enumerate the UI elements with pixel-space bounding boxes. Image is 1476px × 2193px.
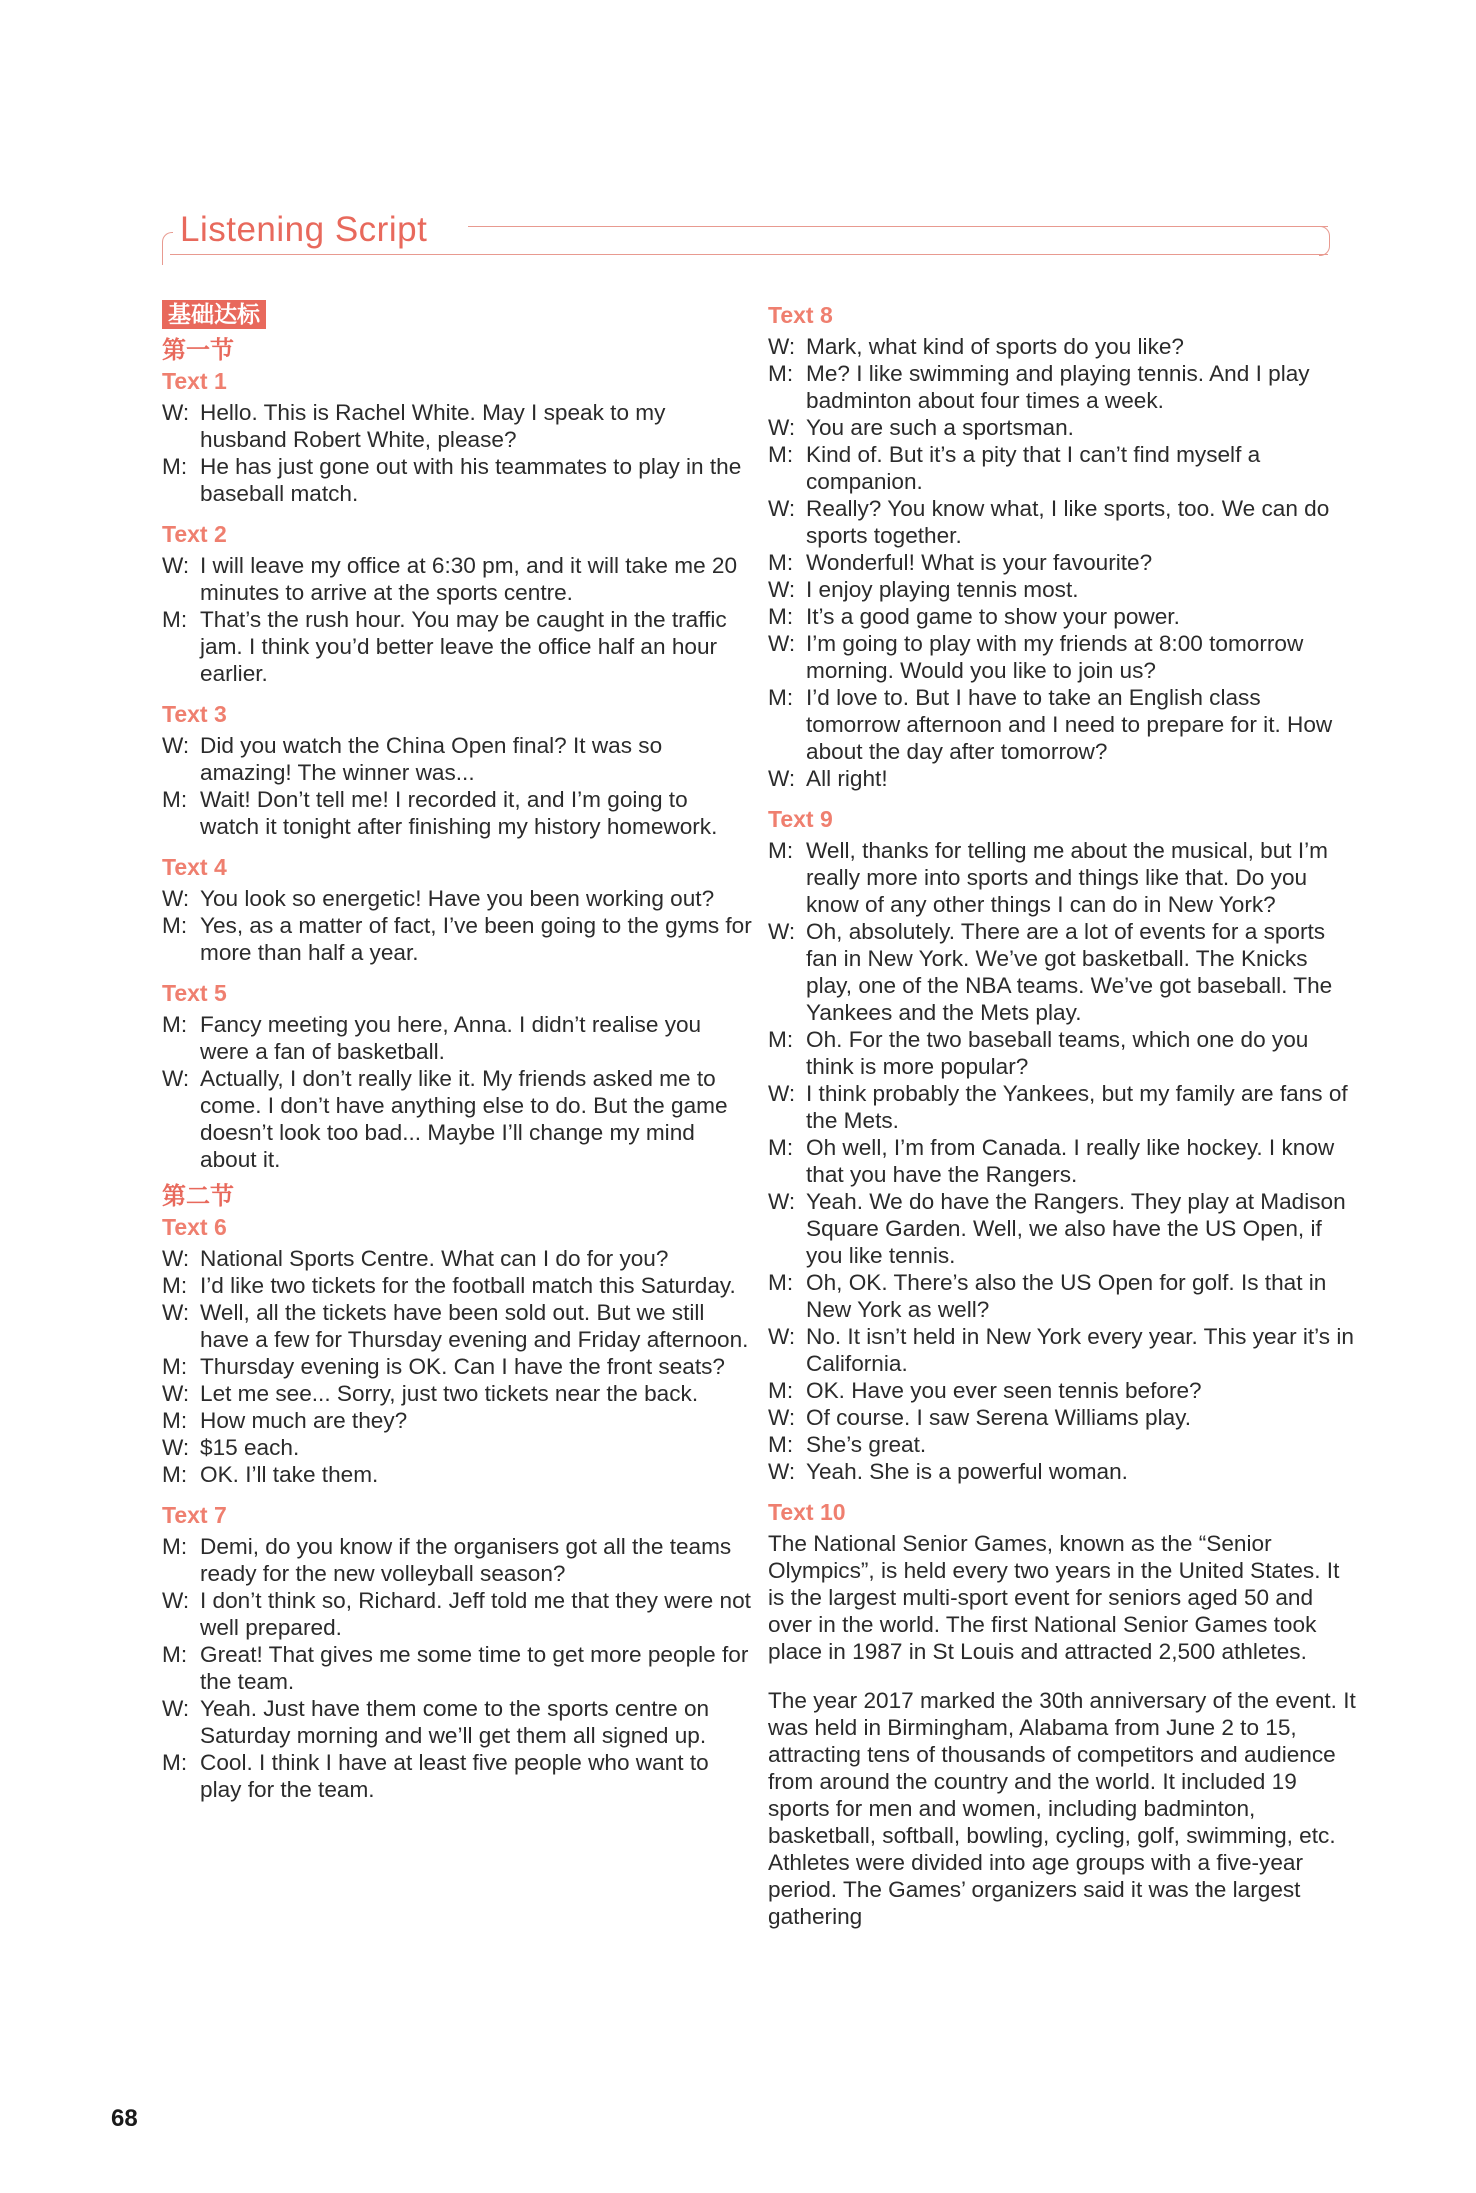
dialogue-text: Oh, OK. There’s also the US Open for golf. Is that in New York as well? bbox=[806, 1270, 1327, 1322]
speaker-label: W: bbox=[768, 919, 796, 944]
dialogue-text: Well, thanks for telling me about the musical, but I’m really more into sports and things like that. Do you know of any other things I can do in New York? bbox=[806, 838, 1328, 917]
page-title: Listening Script bbox=[180, 210, 428, 249]
speaker-label: M: bbox=[162, 607, 188, 632]
text-heading: Text 9 bbox=[768, 806, 833, 832]
speaker-label: W: bbox=[162, 886, 190, 911]
level-badge: 基础达标 bbox=[162, 300, 266, 329]
dialogue-text: Oh well, I’m from Canada. I really like hockey. I know that you have the Rangers. bbox=[806, 1135, 1335, 1187]
dialogue-text: How much are they? bbox=[200, 1408, 408, 1433]
dialogue-line bbox=[162, 732, 752, 786]
speaker-label: M: bbox=[768, 1432, 794, 1457]
header-decoration-hook bbox=[162, 232, 173, 265]
speaker-label: W: bbox=[768, 577, 796, 602]
dialogue-line bbox=[162, 1380, 752, 1407]
header-rule-top bbox=[468, 226, 1328, 227]
dialogue-line bbox=[768, 414, 1358, 441]
dialogue-line bbox=[768, 1377, 1358, 1404]
dialogue-line bbox=[768, 576, 1358, 603]
dialogue-text: Did you watch the China Open final? It was so amazing! The winner was... bbox=[200, 733, 663, 785]
dialogue-line bbox=[768, 630, 1358, 684]
speaker-label: M: bbox=[162, 1273, 188, 1298]
dialogue-line bbox=[162, 1695, 752, 1749]
section-2-texts bbox=[162, 1214, 752, 1803]
dialogue-text: Oh, absolutely. There are a lot of events for a sports fan in New York. We’ve got basketball. The Knicks play, one of the NBA teams. We’ve got baseball. The Yankees and the Mets play. bbox=[806, 919, 1333, 1025]
speaker-label: W: bbox=[162, 1066, 190, 1091]
dialogue-text: Yeah. Just have them come to the sports centre on Saturday morning and we’ll get them all signed up. bbox=[200, 1696, 710, 1748]
dialogue-line bbox=[768, 684, 1358, 765]
dialogue-text: Mark, what kind of sports do you like? bbox=[806, 334, 1184, 359]
section-1-texts bbox=[162, 368, 752, 1173]
dialogue-line bbox=[162, 1533, 752, 1587]
text-heading: Text 8 bbox=[768, 302, 833, 328]
speaker-label: W: bbox=[768, 1324, 796, 1349]
dialogue-line bbox=[768, 1431, 1358, 1458]
dialogue-line bbox=[162, 399, 752, 453]
dialogue-line bbox=[768, 1134, 1358, 1188]
section-heading-1: 第一节 bbox=[162, 337, 234, 364]
speaker-label: M: bbox=[768, 604, 794, 629]
speaker-label: W: bbox=[768, 631, 796, 656]
speaker-label: W: bbox=[768, 766, 796, 791]
speaker-label: M: bbox=[768, 1135, 794, 1160]
text-10-paragraph-1: The National Senior Games, known as the “Senior Olympics”, is held every two years in the United States. It is the largest multi-sport event for seniors aged 50 and over in the world. The first National Senior Games took place in 1987 in St Louis and attracted 2,500 athletes. bbox=[768, 1531, 1340, 1664]
dialogue-text: OK. I’ll take them. bbox=[200, 1462, 379, 1487]
dialogue-line bbox=[768, 360, 1358, 414]
dialogue-line bbox=[768, 333, 1358, 360]
dialogue-text: I’d like two tickets for the football match this Saturday. bbox=[200, 1273, 736, 1298]
speaker-label: M: bbox=[768, 685, 794, 710]
dialogue-text: Well, all the tickets have been sold out. But we still have a few for Thursday evening and Friday afternoon. bbox=[200, 1300, 749, 1352]
speaker-label: M: bbox=[768, 1270, 794, 1295]
speaker-label: M: bbox=[768, 1027, 794, 1052]
dialogue-text: She’s great. bbox=[806, 1432, 927, 1457]
speaker-label: W: bbox=[162, 1696, 190, 1721]
speaker-label: W: bbox=[162, 553, 190, 578]
speaker-label: W: bbox=[162, 1246, 190, 1271]
dialogue-text: He has just gone out with his teammates to play in the baseball match. bbox=[200, 454, 742, 506]
dialogue-text: Really? You know what, I like sports, too. We can do sports together. bbox=[806, 496, 1330, 548]
dialogue-line bbox=[162, 453, 752, 507]
dialogue-text: Oh. For the two baseball teams, which one do you think is more popular? bbox=[806, 1027, 1309, 1079]
speaker-label: M: bbox=[162, 1462, 188, 1487]
dialogue-line bbox=[162, 1749, 752, 1803]
dialogue-line bbox=[162, 1407, 752, 1434]
right-dialogue-texts bbox=[768, 302, 1358, 1485]
speaker-label: M: bbox=[162, 787, 188, 812]
dialogue-text: Yeah. We do have the Rangers. They play at Madison Square Garden. Well, we also have the US Open, if you like tennis. bbox=[806, 1189, 1346, 1268]
dialogue-line bbox=[768, 918, 1358, 1026]
speaker-label: W: bbox=[162, 1435, 190, 1460]
speaker-label: M: bbox=[768, 838, 794, 863]
dialogue-line bbox=[768, 837, 1358, 918]
text-10-heading: Text 10 bbox=[768, 1499, 846, 1525]
page-number: 68 bbox=[111, 2105, 138, 2132]
dialogue-text: OK. Have you ever seen tennis before? bbox=[806, 1378, 1202, 1403]
text-heading: Text 6 bbox=[162, 1214, 227, 1240]
speaker-label: W: bbox=[768, 496, 796, 521]
text-heading: Text 7 bbox=[162, 1502, 227, 1528]
speaker-label: W: bbox=[768, 1405, 796, 1430]
dialogue-line bbox=[162, 786, 752, 840]
section-heading-2: 第二节 bbox=[162, 1183, 234, 1210]
dialogue-text: Yeah. She is a powerful woman. bbox=[806, 1459, 1128, 1484]
dialogue-line bbox=[768, 495, 1358, 549]
dialogue-line bbox=[162, 1461, 752, 1488]
dialogue-line bbox=[768, 1080, 1358, 1134]
dialogue-line bbox=[768, 1269, 1358, 1323]
dialogue-line bbox=[162, 1299, 752, 1353]
speaker-label: M: bbox=[162, 1408, 188, 1433]
dialogue-text: $15 each. bbox=[200, 1435, 300, 1460]
dialogue-text: No. It isn’t held in New York every year. This year it’s in California. bbox=[806, 1324, 1354, 1376]
dialogue-line bbox=[768, 603, 1358, 630]
speaker-label: M: bbox=[768, 550, 794, 575]
dialogue-text: Cool. I think I have at least five people who want to play for the team. bbox=[200, 1750, 709, 1802]
speaker-label: W: bbox=[768, 415, 796, 440]
dialogue-text: I don’t think so, Richard. Jeff told me that they were not well prepared. bbox=[200, 1588, 751, 1640]
dialogue-text: Kind of. But it’s a pity that I can’t find myself a companion. bbox=[806, 442, 1261, 494]
dialogue-line bbox=[162, 1065, 752, 1173]
speaker-label: W: bbox=[768, 1189, 796, 1214]
dialogue-line bbox=[162, 1353, 752, 1380]
speaker-label: M: bbox=[162, 1750, 188, 1775]
dialogue-line bbox=[768, 549, 1358, 576]
header-decoration-cap bbox=[1319, 226, 1330, 256]
dialogue-line bbox=[768, 1458, 1358, 1485]
dialogue-line bbox=[162, 1641, 752, 1695]
header-rule-bottom bbox=[170, 254, 1328, 255]
dialogue-line bbox=[768, 1404, 1358, 1431]
dialogue-text: Wonderful! What is your favourite? bbox=[806, 550, 1153, 575]
text-heading: Text 3 bbox=[162, 701, 227, 727]
dialogue-text: Me? I like swimming and playing tennis. And I play badminton about four times a week. bbox=[806, 361, 1310, 413]
dialogue-line bbox=[162, 1272, 752, 1299]
dialogue-text: Yes, as a matter of fact, I’ve been going to the gyms for more than half a year. bbox=[200, 913, 752, 965]
speaker-label: M: bbox=[162, 1354, 188, 1379]
dialogue-text: All right! bbox=[806, 766, 888, 791]
speaker-label: W: bbox=[768, 1081, 796, 1106]
right-column bbox=[768, 300, 1358, 1952]
dialogue-text: You are such a sportsman. bbox=[806, 415, 1074, 440]
speaker-label: W: bbox=[162, 1381, 190, 1406]
dialogue-text: Demi, do you know if the organisers got all the teams ready for the new volleyball season? bbox=[200, 1534, 732, 1586]
speaker-label: W: bbox=[162, 400, 190, 425]
dialogue-text: Great! That gives me some time to get more people for the team. bbox=[200, 1642, 749, 1694]
dialogue-text: Let me see... Sorry, just two tickets near the back. bbox=[200, 1381, 699, 1406]
dialogue-text: Thursday evening is OK. Can I have the front seats? bbox=[200, 1354, 725, 1379]
speaker-label: M: bbox=[162, 1642, 188, 1667]
dialogue-line bbox=[162, 552, 752, 606]
dialogue-line bbox=[768, 765, 1358, 792]
dialogue-line bbox=[162, 606, 752, 687]
dialogue-line bbox=[162, 1434, 752, 1461]
dialogue-text: Hello. This is Rachel White. May I speak to my husband Robert White, please? bbox=[200, 400, 666, 452]
dialogue-text: You look so energetic! Have you been working out? bbox=[200, 886, 715, 911]
speaker-label: W: bbox=[162, 1300, 190, 1325]
dialogue-line bbox=[768, 1026, 1358, 1080]
dialogue-text: It’s a good game to show your power. bbox=[806, 604, 1180, 629]
text-heading: Text 2 bbox=[162, 521, 227, 547]
dialogue-text: Fancy meeting you here, Anna. I didn’t realise you were a fan of basketball. bbox=[200, 1012, 702, 1064]
dialogue-line bbox=[768, 441, 1358, 495]
section-header bbox=[158, 196, 1338, 276]
text-heading: Text 5 bbox=[162, 980, 227, 1006]
speaker-label: W: bbox=[768, 334, 796, 359]
speaker-label: M: bbox=[162, 454, 188, 479]
dialogue-text: I’d love to. But I have to take an English class tomorrow afternoon and I need to prepare for it. How about the day after tomorrow? bbox=[806, 685, 1333, 764]
dialogue-text: I think probably the Yankees, but my family are fans of the Mets. bbox=[806, 1081, 1348, 1133]
speaker-label: M: bbox=[162, 1534, 188, 1559]
dialogue-line bbox=[162, 1587, 752, 1641]
dialogue-line bbox=[768, 1323, 1358, 1377]
dialogue-text: I will leave my office at 6:30 pm, and it will take me 20 minutes to arrive at the sports centre. bbox=[200, 553, 738, 605]
speaker-label: M: bbox=[768, 442, 794, 467]
dialogue-line bbox=[162, 1011, 752, 1065]
dialogue-text: I’m going to play with my friends at 8:00 tomorrow morning. Would you like to join us? bbox=[806, 631, 1304, 683]
dialogue-text: Actually, I don’t really like it. My friends asked me to come. I don’t have anything else to do. But the game doesn’t look too bad... Maybe I’ll change my mind about it. bbox=[200, 1066, 728, 1172]
dialogue-text: Of course. I saw Serena Williams play. bbox=[806, 1405, 1192, 1430]
dialogue-text: That’s the rush hour. You may be caught in the traffic jam. I think you’d better leave the office half an hour earlier. bbox=[200, 607, 727, 686]
left-column bbox=[162, 300, 752, 1803]
dialogue-line bbox=[768, 1188, 1358, 1269]
dialogue-line bbox=[162, 912, 752, 966]
speaker-label: M: bbox=[768, 361, 794, 386]
text-heading: Text 1 bbox=[162, 368, 227, 394]
speaker-label: W: bbox=[768, 1459, 796, 1484]
speaker-label: M: bbox=[162, 913, 188, 938]
text-10-paragraph-2: The year 2017 marked the 30th anniversary of the event. It was held in Birmingham, Alabama from June 2 to 15, attracting tens of thousands of competitors and audience from around the country and the world. It included 19 sports for men and women, including badminton, basketball, softball, bowling, cycling, golf, swimming, etc. Athletes were divided into age groups with a five-year period. The Games’ organizers said it was the largest gathering bbox=[768, 1688, 1356, 1929]
dialogue-text: Wait! Don’t tell me! I recorded it, and I’m going to watch it tonight after finishing my history homework. bbox=[200, 787, 718, 839]
dialogue-text: I enjoy playing tennis most. bbox=[806, 577, 1079, 602]
speaker-label: M: bbox=[768, 1378, 794, 1403]
dialogue-line bbox=[162, 885, 752, 912]
dialogue-text: National Sports Centre. What can I do for you? bbox=[200, 1246, 669, 1271]
dialogue-line bbox=[162, 1245, 752, 1272]
speaker-label: W: bbox=[162, 1588, 190, 1613]
speaker-label: W: bbox=[162, 733, 190, 758]
text-heading: Text 4 bbox=[162, 854, 227, 880]
speaker-label: M: bbox=[162, 1012, 188, 1037]
